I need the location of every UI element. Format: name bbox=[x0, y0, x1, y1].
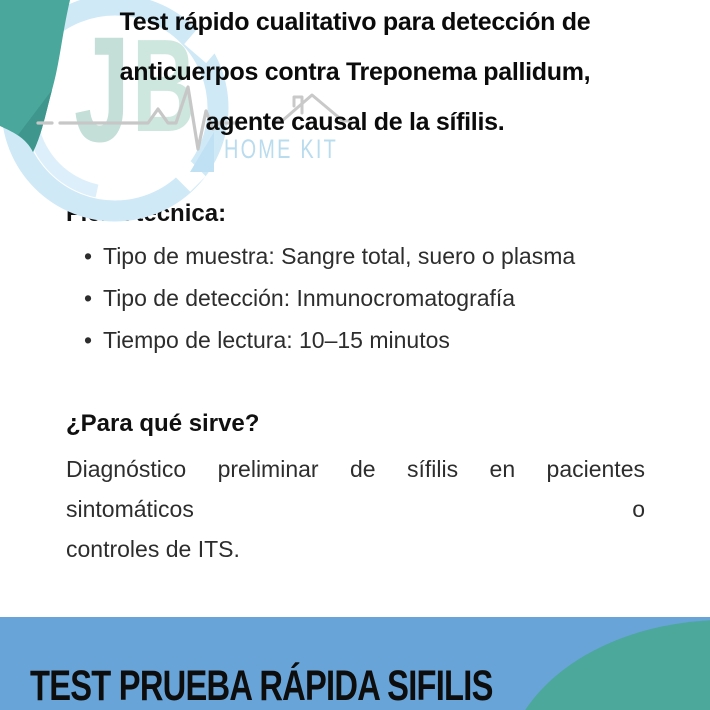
purpose-line: Diagnóstico preliminar de sífilis en pacientes sintomáticos o bbox=[66, 456, 645, 522]
purpose-heading: ¿Para qué sirve? bbox=[66, 410, 260, 437]
purpose-line: controles de ITS. bbox=[66, 536, 240, 562]
tech-spec-list bbox=[84, 243, 575, 369]
monogram-letter-b: B bbox=[132, 12, 196, 159]
product-title-line: anticuerpos contra Treponema pallidum, bbox=[119, 58, 591, 86]
list-item-text: Tipo de muestra: Sangre total, suero o plasma bbox=[103, 243, 576, 269]
bullet-icon bbox=[84, 327, 103, 354]
purpose-paragraph bbox=[66, 449, 645, 569]
home-kit-label: HOME KIT bbox=[224, 134, 338, 164]
bullet-icon bbox=[84, 243, 103, 270]
tech-sheet-heading: Ficha técnica: bbox=[66, 200, 227, 227]
product-title-line: Test rápido cualitativo para detección de bbox=[119, 8, 591, 36]
list-item bbox=[84, 243, 575, 270]
product-title-line: agente causal de la sífilis. bbox=[205, 108, 505, 136]
monogram-letter-j: J bbox=[74, 5, 130, 173]
list-item-text: Tiempo de lectura: 10–15 minutos bbox=[103, 327, 450, 353]
product-title bbox=[15, 0, 695, 147]
list-item-text: Tipo de detección: Inmunocromatografía bbox=[103, 285, 516, 311]
list-item bbox=[84, 327, 575, 354]
list-item bbox=[84, 285, 575, 312]
bullet-icon bbox=[84, 285, 103, 312]
banner-title: TEST PRUEBA RÁPIDA SIFILIS bbox=[30, 662, 493, 710]
